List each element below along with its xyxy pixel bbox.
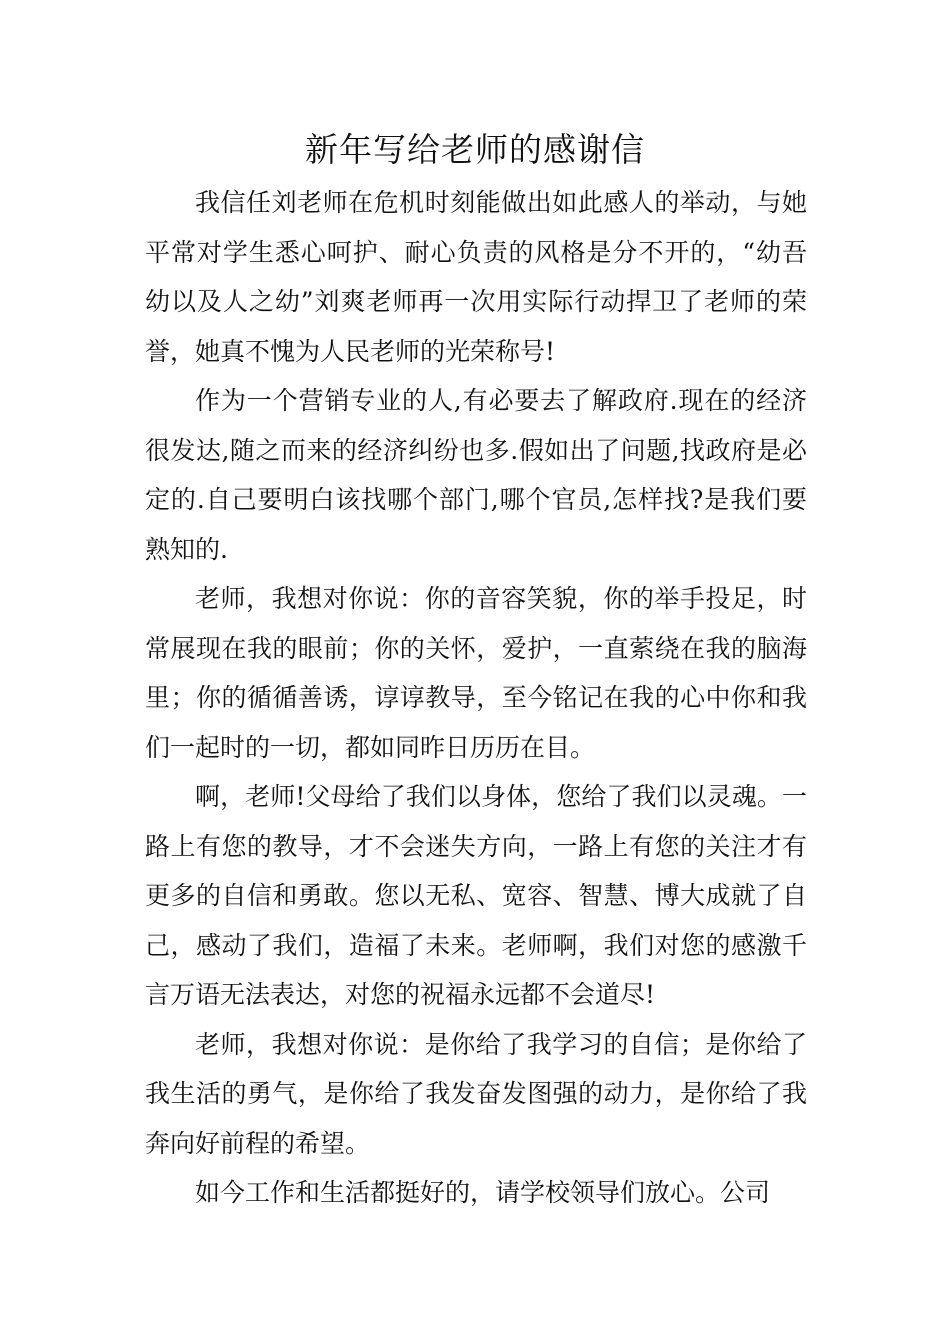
- document-body: [145, 178, 807, 1218]
- paragraph-4: 啊，老师!父母给了我们以身体，您给了我们以灵魂。一路上有您的教导，才不会迷失方向，一路上有您的关注才有更多的自信和勇敢。您以无私、宽容、智慧、博大成就了自己，感动了我们，造福了未来。老师啊，我们对您的感激千言万语无法表达，对您的祝福永远都不会道尽!: [145, 782, 807, 1009]
- paragraph-6: 如今工作和生活都挺好的，请学校领导们放心。公司: [195, 1178, 771, 1207]
- paragraph-1: 我信任刘老师在危机时刻能做出如此感人的举动，与她平常对学生悉心呵护、耐心负责的风格是分不开的，“幼吾幼以及人之幼”刘爽老师再一次用实际行动捍卫了老师的荣誉，她真不愧为人民老师的光荣称号!: [145, 188, 807, 366]
- paragraph-2: 作为一个营销专业的人,有必要去了解政府.现在的经济很发达,随之而来的经济纠纷也多.假如出了问题,找政府是必定的.自己要明白该找哪个部门,哪个官员,怎样找?是我们要熟知的.: [145, 386, 807, 564]
- paragraph-3: 老师，我想对你说：你的音容笑貌，你的举手投足，时常展现在我的眼前；你的关怀，爱护，一直萦绕在我的脑海里；你的循循善诱，谆谆教导，至今铭记在我的心中你和我们一起时的一切，都如同昨日历历在目。: [145, 584, 807, 762]
- paragraph-5: 老师，我想对你说：是你给了我学习的自信；是你给了我生活的勇气，是你给了我发奋发图强的动力，是你给了我奔向好前程的希望。: [145, 1029, 807, 1158]
- document-title: 新年写给老师的感谢信: [305, 130, 645, 169]
